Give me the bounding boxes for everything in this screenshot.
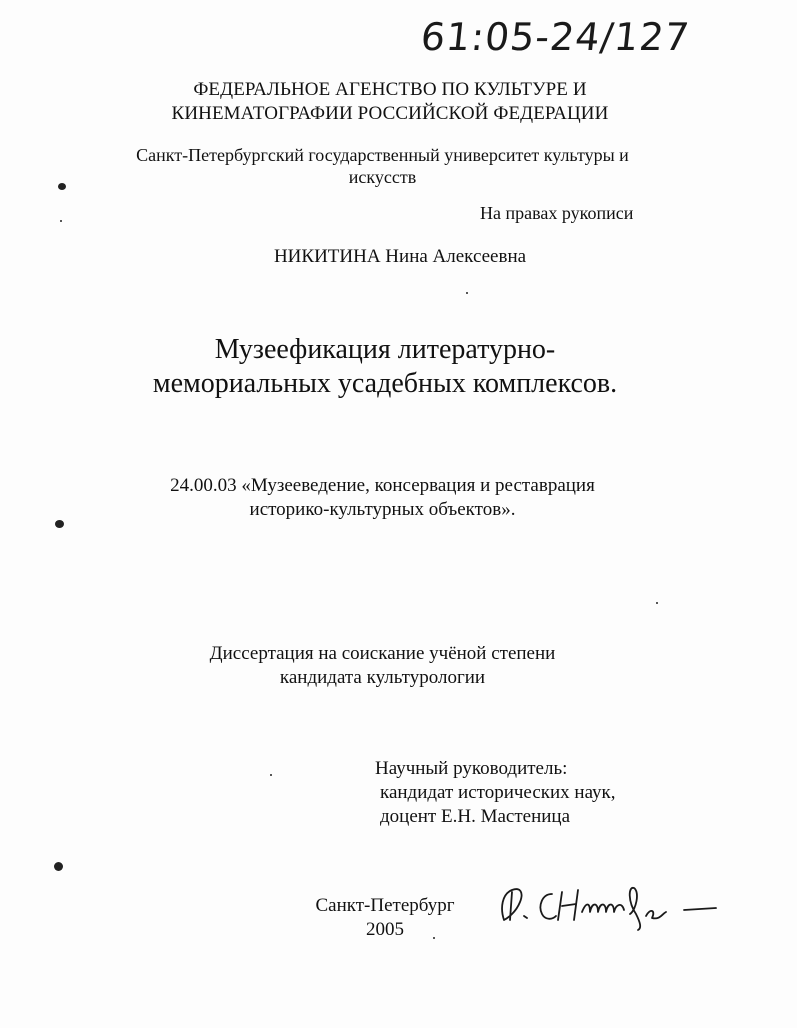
scan-speck bbox=[433, 937, 435, 939]
author-signature bbox=[490, 880, 730, 935]
rights-note: На правах рукописи bbox=[480, 203, 634, 223]
scan-speck bbox=[466, 292, 468, 294]
degree-line-2: кандидата культурологии bbox=[279, 667, 486, 688]
scan-speck bbox=[55, 520, 64, 528]
agency-line-2: КИНЕМАТОГРАФИИ РОССИЙСКОЙ ФЕДЕРАЦИИ bbox=[171, 103, 609, 124]
university-line-1: Санкт-Петербургский государственный университет культуры и bbox=[136, 145, 629, 165]
agency-header bbox=[90, 78, 690, 126]
supervisor-degree: кандидат исторических наук, bbox=[380, 782, 616, 803]
university-name bbox=[100, 144, 665, 188]
supervisor-name: доцент Е.Н. Мастеница bbox=[380, 806, 570, 827]
title-line-1: Музеефикация литературно- bbox=[214, 334, 556, 365]
supervisor-block bbox=[375, 757, 675, 829]
dissertation-title bbox=[100, 333, 670, 401]
supervisor-label: Научный руководитель: bbox=[375, 758, 568, 779]
city-year bbox=[290, 894, 480, 942]
scan-speck bbox=[656, 602, 658, 604]
title-line-2: мемориальных усадебных комплексов. bbox=[152, 368, 618, 399]
agency-line-1: ФЕДЕРАЛЬНОЕ АГЕНСТВО ПО КУЛЬТУРЕ И bbox=[193, 79, 587, 100]
archive-code-text: 61:05-24/127 bbox=[418, 15, 693, 59]
specialty-line-2: историко-культурных объектов». bbox=[249, 499, 516, 520]
scan-speck bbox=[58, 183, 66, 190]
specialty-line-1: 24.00.03 «Музееведение, консервация и реставрация bbox=[170, 475, 595, 496]
degree-statement bbox=[150, 642, 615, 690]
university-line-2: искусств bbox=[348, 167, 417, 187]
specialty bbox=[110, 474, 655, 522]
scan-speck bbox=[270, 774, 272, 776]
city: Санкт-Петербург bbox=[315, 895, 455, 916]
author-name: НИКИТИНА Нина Алексеевна bbox=[273, 246, 527, 267]
degree-line-1: Диссертация на соискание учёной степени bbox=[209, 643, 556, 664]
scan-speck bbox=[54, 862, 63, 871]
year: 2005 bbox=[366, 919, 404, 940]
scan-speck bbox=[60, 220, 62, 222]
archive-code-handwritten bbox=[418, 8, 708, 60]
